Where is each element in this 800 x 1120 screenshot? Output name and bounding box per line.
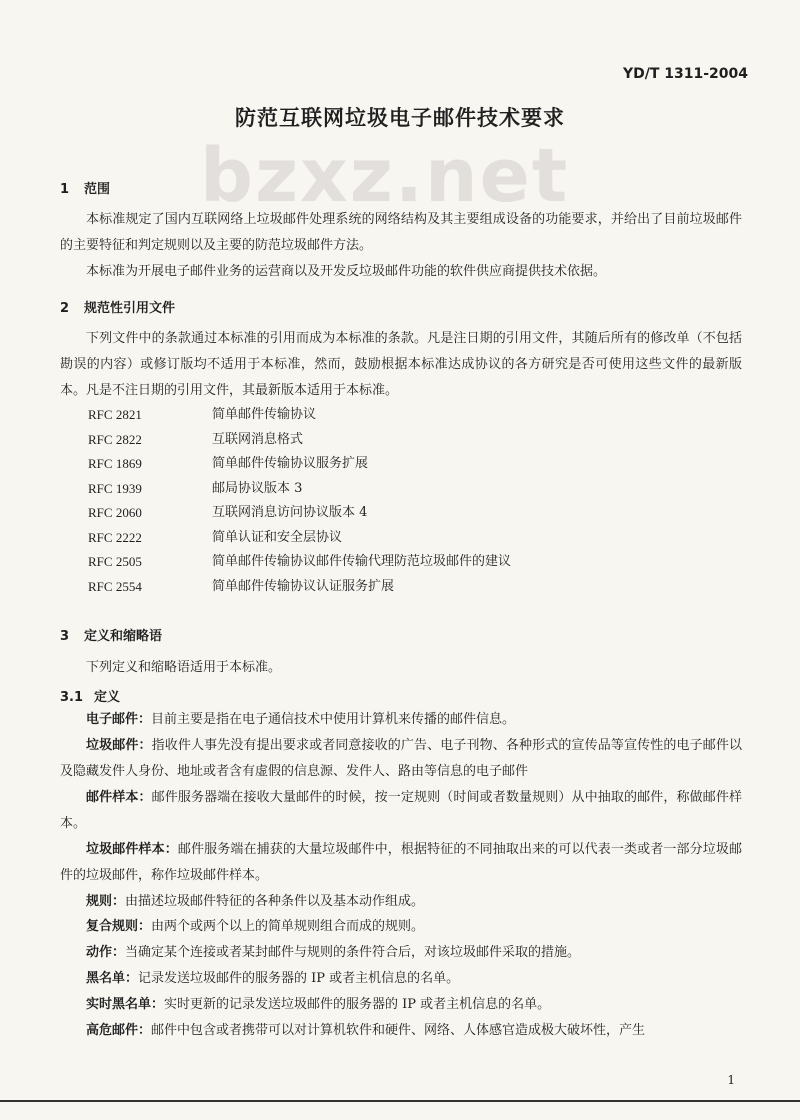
definition-term: 实时黑名单：	[86, 997, 165, 1012]
definition-rule	[60, 889, 742, 915]
definition-high-risk-mail	[60, 1018, 742, 1044]
reference-code: RFC 2822	[88, 431, 142, 447]
section-title: 范围	[84, 182, 111, 197]
reference-title: 简单邮件传输协议认证服务扩展	[212, 578, 395, 594]
definition-blacklist	[60, 966, 742, 992]
definition-term: 电子邮件：	[86, 712, 152, 727]
definition-text: 由描述垃圾邮件特征的各种条件以及基本动作组成。	[125, 894, 425, 909]
section-1-paragraph-1: 本标准规定了国内互联网络上垃圾邮件处理系统的网络结构及其主要组成设备的功能要求，并给出了目前垃圾邮件的主要特征和判定规则以及主要的防范垃圾邮件方法。	[60, 212, 742, 253]
reference-code: RFC 1869	[88, 456, 142, 471]
subsection-3-1-heading	[60, 686, 120, 705]
section-2-heading	[60, 297, 175, 316]
definition-term: 黑名单：	[86, 971, 139, 986]
reference-item	[88, 477, 511, 502]
definition-realtime-blacklist	[60, 992, 742, 1018]
definition-term: 垃圾邮件：	[86, 738, 152, 753]
reference-title: 互联网消息格式	[212, 431, 304, 447]
subsection-number: 3.1	[60, 690, 84, 705]
section-1-heading	[60, 178, 110, 197]
definition-email	[60, 707, 742, 733]
reference-code: RFC 2821	[88, 407, 142, 422]
section-title: 定义和缩略语	[84, 629, 163, 644]
bottom-rule	[0, 1100, 800, 1102]
reference-title: 简单邮件传输协议邮件传输代理防范垃圾邮件的建议	[212, 554, 512, 569]
section-3-intro: 下列定义和缩略语适用于本标准。	[86, 660, 282, 675]
section-3-heading	[60, 625, 162, 644]
section-number: 2	[60, 301, 70, 316]
definition-term: 规则：	[86, 894, 126, 909]
definition-text: 实时更新的记录发送垃圾邮件的服务器的 IP 或者主机信息的名单。	[164, 997, 551, 1012]
definition-text: 目前主要是指在电子通信技术中使用计算机来传播的邮件信息。	[151, 712, 516, 727]
definition-text: 邮件中包含或者携带可以对计算机软件和硬件、网络、人体感官造成极大破坏性，产生	[151, 1023, 646, 1038]
reference-code: RFC 1939	[88, 480, 142, 496]
definition-term: 动作：	[86, 945, 126, 960]
section-number: 1	[60, 182, 70, 197]
reference-title: 简单认证和安全层协议	[212, 529, 343, 545]
normative-reference-list	[88, 403, 511, 599]
reference-item	[88, 403, 511, 428]
definition-text: 邮件服务端在捕获的大量垃圾邮件中，根据特征的不同抽取出来的可以代表一类或者一部分垃圾邮件的垃圾邮件，称作垃圾邮件样本。	[60, 842, 742, 883]
definition-term: 复合规则：	[86, 919, 152, 934]
definition-term: 垃圾邮件样本：	[86, 842, 178, 857]
reference-item	[88, 428, 511, 453]
definition-text: 记录发送垃圾邮件的服务器的 IP 或者主机信息的名单。	[138, 971, 460, 986]
reference-code: RFC 2222	[88, 529, 142, 545]
section-2-paragraph: 下列文件中的条款通过本标准的引用而成为本标准的条款。凡是注日期的引用文件，其随后所有的修改单（不包括勘误的内容）或修订版均不适用于本标准，然而，鼓励根据本标准达成协议的各方研究是否可使用这些文件的最新版本。凡是不注日期的引用文件，其最新版本适用于本标准。	[60, 331, 742, 398]
reference-title: 互联网消息访问协议版本 4	[212, 505, 368, 520]
reference-title: 邮局协议版本 3	[212, 480, 303, 496]
definition-text: 由两个或两个以上的简单规则组合而成的规则。	[151, 919, 425, 934]
reference-item	[88, 526, 511, 551]
definition-term: 邮件样本：	[86, 790, 152, 805]
reference-title: 简单邮件传输协议服务扩展	[212, 456, 369, 471]
watermark: bzxz.net	[200, 133, 570, 219]
definition-text: 邮件服务器端在接收大量邮件的时候，按一定规则（时间或者数量规则）从中抽取的邮件，称做邮件样本。	[60, 790, 742, 831]
reference-item	[88, 575, 511, 600]
subsection-title: 定义	[94, 690, 121, 705]
section-title: 规范性引用文件	[84, 301, 176, 316]
section-number: 3	[60, 629, 70, 644]
page-number: 1	[727, 1073, 735, 1087]
definition-text: 当确定某个连接或者某封邮件与规则的条件符合后，对该垃圾邮件采取的措施。	[125, 945, 581, 960]
standard-code: YD/T 1311-2004	[622, 66, 748, 82]
reference-code: RFC 2554	[88, 578, 142, 594]
definition-compound-rule	[60, 914, 742, 940]
definition-spam-sample	[60, 837, 742, 889]
definition-mail-sample	[60, 785, 742, 837]
definition-spam	[60, 733, 742, 785]
reference-item	[88, 550, 511, 575]
definition-action	[60, 940, 742, 966]
document-title: 防范互联网垃圾电子邮件技术要求	[235, 106, 565, 130]
reference-item	[88, 452, 511, 477]
section-1-paragraph-2: 本标准为开展电子邮件业务的运营商以及开发反垃圾邮件功能的软件供应商提供技术依据。	[86, 264, 607, 279]
reference-code: RFC 2505	[88, 554, 142, 569]
definition-text: 指收件人事先没有提出要求或者同意接收的广告、电子刊物、各种形式的宣传品等宣传性的电子邮件以及隐藏发件人身份、地址或者含有虚假的信息源、发件人、路由等信息的电子邮件	[60, 738, 742, 779]
reference-item	[88, 501, 511, 526]
reference-title: 简单邮件传输协议	[212, 407, 317, 422]
definition-term: 高危邮件：	[86, 1023, 152, 1038]
reference-code: RFC 2060	[88, 505, 142, 520]
